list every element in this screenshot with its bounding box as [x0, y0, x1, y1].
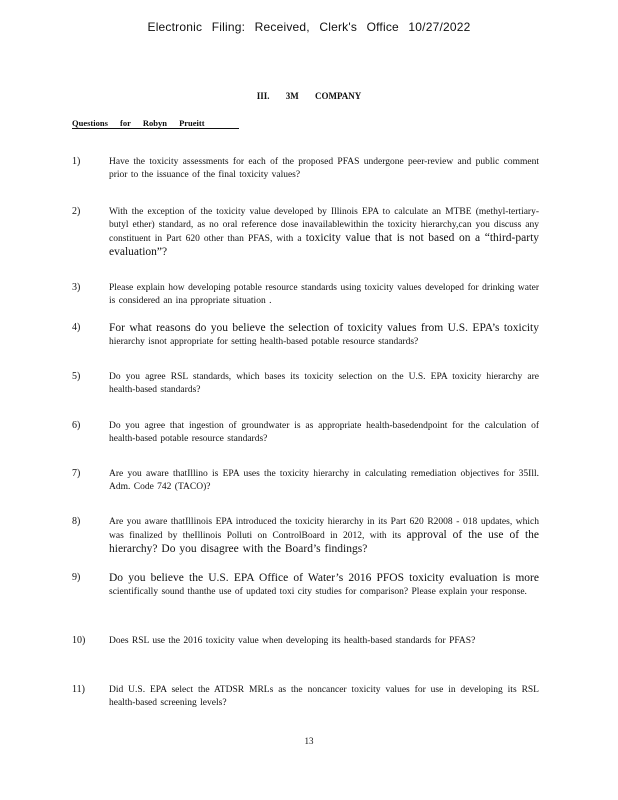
question-text: Please explain how developing potable resource standards using toxicity values developed for drinking water is considered an ina ppropriate situation . — [109, 283, 539, 306]
question-number: 3) — [72, 282, 81, 293]
filing-stamp: Electronic Filing: Received, Clerk's Office 10/27/2022 — [147, 20, 471, 34]
question-number: 5) — [72, 371, 81, 382]
question-text: Are you aware thatIllino is EPA uses the toxicity hierarchy in calculating remediation objectives for 35Ill. Adm. Code 742 (TACO)? — [109, 469, 539, 492]
question-text-lead: For what reasons do you believe the selection of toxicity values from U.S. EPA’s toxicity — [109, 322, 539, 334]
question-text: Does RSL use the 2016 toxicity value when developing its health-based standards for PFAS? — [109, 636, 476, 646]
section-title: III. 3M COMPANY — [256, 91, 362, 101]
question-text: Do you agree that ingestion of groundwater is as appropriate health-basedendpoint for the calculation of health-based potable resource standards? — [109, 421, 539, 444]
question-number: 1) — [72, 156, 81, 167]
question-number: 6) — [72, 420, 81, 431]
question-text — [109, 206, 539, 260]
question-text — [109, 516, 539, 557]
question-text — [109, 572, 539, 599]
question-text: Do you agree RSL standards, which bases its toxicity selection on the U.S. EPA toxicity hierarchy are health-based standards? — [109, 372, 539, 395]
question-number: 8) — [72, 516, 81, 527]
question-number: 7) — [72, 468, 81, 479]
question-text-part: With the exception of the toxicity value developed by Illinois EPA to calculate an MTBE (methyl-tertiary-butyl ether) standard, as no oral reference dose inavailablewithin the toxicity hierarchy,can you discuss any constituent in Part 620 other than PFAS, with a — [109, 207, 539, 244]
question-text-lead: Do you believe the U.S. EPA Office of Water’s 2016 PFOS toxicity evaluation is more — [109, 572, 539, 584]
question-number: 4) — [72, 322, 81, 333]
question-text-part: Are you aware thatIllinois EPA introduced the toxicity hierarchy in its Part 620 R2008 - 018 updates, which was finalized by theIllinois Polluti on ControlBoard in 2012, with its — [109, 517, 539, 541]
question-text-continuation: approval of the use of the hierarchy? Do you disagree with the Board’s findings? — [109, 529, 539, 555]
question-number: 2) — [72, 206, 81, 217]
question-text-part: scientifically sound thanthe use of updated toxi city studies for comparison? Please explain your response. — [109, 587, 527, 597]
question-number: 9) — [72, 572, 81, 583]
question-text-part: hierarchy isnot appropriate for setting health-based potable resource standards? — [109, 337, 419, 347]
question-text: Have the toxicity assessments for each of the proposed PFAS undergone peer-review and public comment prior to the issuance of the final toxicity values? — [109, 157, 539, 180]
question-number: 10) — [72, 635, 86, 646]
question-text-continuation: toxicity value that is not based on a “third-party evaluation”? — [109, 232, 540, 258]
question-text — [109, 322, 539, 349]
question-text: Did U.S. EPA select the ATDSR MRLs as the noncancer toxicity values for use in developing its RSL health-based screening levels? — [109, 685, 539, 708]
question-number: 11) — [72, 684, 85, 695]
questions-heading: Questions for Robyn Prueitt — [72, 118, 239, 129]
page-number: 13 — [304, 736, 314, 746]
